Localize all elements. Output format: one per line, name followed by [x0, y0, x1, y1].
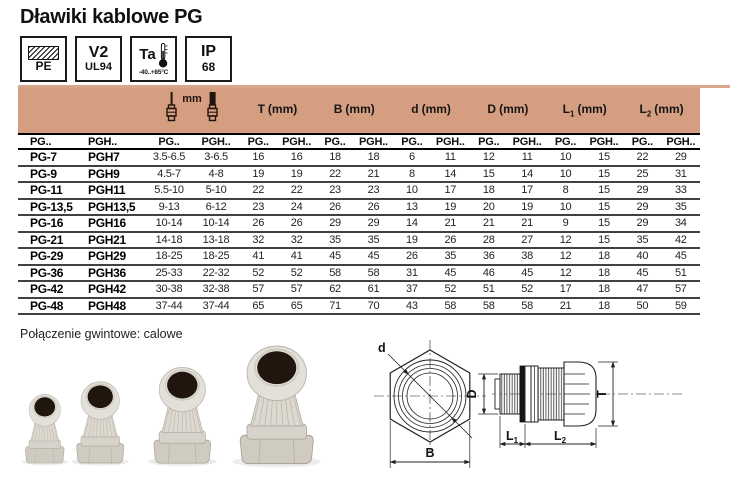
cell: 33 [674, 184, 687, 197]
cell: 26 [290, 217, 303, 230]
cell: 23 [329, 184, 341, 197]
cell: 14 [444, 167, 457, 180]
cell: 19 [252, 167, 265, 180]
cell: 13-18 [202, 233, 230, 246]
cell: 12 [559, 250, 572, 263]
group-header-L1: $L_1$ (mm) [562, 102, 607, 119]
cell: 8 [562, 184, 569, 197]
cell: 26 [329, 200, 341, 213]
cell: 11 [521, 151, 533, 164]
cell: 37 [406, 283, 418, 296]
cell: PGH42 [88, 282, 126, 297]
cell: 26 [406, 250, 418, 263]
table-row [18, 167, 700, 184]
cell: PG-13,5 [30, 199, 73, 214]
subheader-cell: PGH.. [358, 135, 388, 148]
cell: 22 [252, 184, 265, 197]
cell: 52 [290, 266, 303, 279]
cell: 57 [674, 283, 687, 296]
cell: 14 [521, 167, 533, 180]
subheader-cell: PG.. [478, 135, 500, 148]
cell: 22 [290, 184, 303, 197]
cell: 15 [598, 184, 610, 197]
table-row [18, 183, 700, 200]
cell: 25-33 [155, 266, 183, 279]
cell: PG-7 [30, 150, 57, 165]
cell: PGH7 [88, 150, 120, 165]
cell: 43 [406, 299, 418, 312]
cell: 45 [636, 266, 649, 279]
cell: 32 [252, 233, 265, 246]
front-view [374, 340, 486, 468]
ip-label: IP [200, 43, 217, 61]
table-row [18, 200, 700, 217]
subheader-cell: PGH.. [282, 135, 312, 148]
cell: 42 [674, 233, 687, 246]
cell: PGH13,5 [88, 199, 136, 214]
cell: 19 [444, 200, 457, 213]
cell: 22-32 [202, 266, 230, 279]
table-row [18, 282, 700, 299]
cell: PG-21 [30, 232, 64, 247]
subheader-cell: PG.. [247, 135, 269, 148]
cell: PG-36 [30, 265, 64, 280]
cell: 15 [598, 200, 610, 213]
cell: 10 [406, 184, 418, 197]
cell: 38 [521, 250, 533, 263]
cell: 18 [598, 250, 610, 263]
cell: 40 [636, 250, 649, 263]
cell: PGH36 [88, 265, 126, 280]
dim-label-d: d [378, 341, 386, 355]
cell: 20 [482, 200, 495, 213]
cell: 32-38 [202, 283, 230, 296]
cell: 15 [482, 167, 495, 180]
cell: PG-9 [30, 166, 57, 181]
cell: PG-16 [30, 216, 64, 231]
cell: 23 [367, 184, 380, 197]
subheader-cell: PG.. [631, 135, 653, 148]
clamp-range-header [145, 92, 239, 132]
cell: 45 [674, 250, 687, 263]
cell: 70 [367, 299, 380, 312]
cell: 41 [290, 250, 303, 263]
cell: 18-25 [155, 250, 183, 263]
subheader-cell: PGH.. [201, 135, 231, 148]
cell: 29 [674, 151, 687, 164]
cell: 15 [598, 217, 610, 230]
thermometer-icon [158, 42, 168, 69]
cell: 59 [674, 299, 687, 312]
subheader-cell: PGH.. [589, 135, 619, 148]
cell: 17 [559, 283, 572, 296]
table-row [18, 150, 700, 167]
flammability-class: V2 [88, 43, 109, 61]
cell: 15 [598, 167, 610, 180]
cell: 21 [521, 217, 533, 230]
cell: 10-14 [202, 217, 230, 230]
cell: 26 [252, 217, 265, 230]
cell: 15 [598, 151, 610, 164]
cell: 19 [521, 200, 533, 213]
cell: 71 [329, 299, 341, 312]
cell: PGH29 [88, 249, 126, 264]
group-header-D: D (mm) [487, 102, 529, 117]
cell: 35 [674, 200, 687, 213]
cell: 5-10 [205, 184, 227, 197]
cell: 21 [444, 217, 457, 230]
cell: 52 [252, 266, 265, 279]
cell: 25 [636, 167, 649, 180]
subheader-cell: PGH.. [435, 135, 465, 148]
group-header-B: B (mm) [333, 102, 375, 117]
cell: 37-44 [202, 299, 230, 312]
cell: 9 [562, 217, 569, 230]
cell: 41 [252, 250, 265, 263]
flammability-standard: UL94 [85, 60, 112, 73]
cell: 27 [521, 233, 533, 246]
subheader-cell: PG.. [324, 135, 346, 148]
material-badge [20, 36, 67, 82]
subheader-cell: PGH.. [88, 135, 117, 148]
cell: 17 [521, 184, 533, 197]
group-header-d: d (mm) [411, 102, 451, 117]
gland-photo-small [21, 394, 68, 465]
cell: 45 [444, 266, 457, 279]
cell: 18 [598, 299, 610, 312]
spec-table [18, 88, 700, 315]
cell: 50 [636, 299, 649, 312]
cell: 45 [367, 250, 380, 263]
material-label: PE [35, 58, 52, 73]
cell: 5.5-10 [154, 184, 184, 197]
cell: 58 [329, 266, 341, 279]
cell: 18 [598, 266, 610, 279]
dim-label-L2: $L_2$ [554, 429, 567, 445]
cell: 29 [636, 200, 649, 213]
cell: 6 [408, 151, 415, 164]
cell: 52 [444, 283, 457, 296]
cell: 46 [482, 266, 495, 279]
cell: 65 [252, 299, 265, 312]
cell: 58 [444, 299, 457, 312]
cell: 34 [674, 217, 687, 230]
cell: 22 [636, 151, 649, 164]
cell: 26 [367, 200, 380, 213]
cell: 45 [521, 266, 533, 279]
cell: 31 [406, 266, 418, 279]
cell: 31 [674, 167, 687, 180]
cell: 10 [559, 151, 572, 164]
cell: 57 [252, 283, 265, 296]
dim-label-L1: $L_1$ [506, 429, 519, 445]
gland-photo-large [148, 367, 217, 466]
cell: 18 [598, 283, 610, 296]
material-hatch-icon [28, 46, 59, 60]
table-row [18, 233, 700, 250]
cell: 15 [598, 233, 610, 246]
cell: 35 [329, 233, 341, 246]
cell: 14-18 [155, 233, 183, 246]
cell: 28 [482, 233, 495, 246]
gland-photo-medium [72, 382, 129, 466]
product-photo [8, 342, 363, 480]
technical-diagram [368, 336, 705, 482]
table-group-header [18, 88, 700, 133]
subheader-cell: PGH.. [666, 135, 696, 148]
table-subheader [18, 133, 700, 150]
ip-rating: 68 [201, 60, 216, 75]
thick-cable-gland-icon [205, 92, 220, 123]
table-row [18, 249, 700, 266]
temperature-symbol: Ta [139, 46, 156, 64]
cell: 58 [482, 299, 495, 312]
subheader-cell: PG.. [554, 135, 577, 148]
cell: 29 [367, 217, 380, 230]
cell: 18 [367, 151, 380, 164]
cell: 14 [406, 217, 418, 230]
cell: PGH16 [88, 216, 126, 231]
cell: 3.5-6.5 [152, 151, 186, 164]
subheader-cell: PG.. [30, 135, 52, 148]
temperature-range: -40..+85°C [138, 68, 169, 76]
cell: 16 [252, 151, 265, 164]
cell: 9-13 [158, 200, 180, 213]
cell: 12 [559, 233, 572, 246]
cell: 10-14 [155, 217, 183, 230]
cell: 22 [329, 167, 341, 180]
cell: 12 [559, 266, 572, 279]
cell: 17 [444, 184, 457, 197]
thread-note: Połączenie gwintowe: calowe [20, 327, 183, 341]
cell: 11 [444, 151, 456, 164]
cell: 47 [636, 283, 649, 296]
cell: 58 [367, 266, 380, 279]
cell: PGH48 [88, 298, 126, 313]
cell: PGH9 [88, 166, 120, 181]
flammability-badge [75, 36, 122, 82]
unit-label: mm [182, 93, 202, 105]
group-header-T: T (mm) [257, 102, 298, 117]
cell: 6-12 [205, 200, 227, 213]
table-row [18, 216, 700, 233]
gland-photo-xlarge [233, 346, 321, 467]
cell: PG-29 [30, 249, 64, 264]
cell: 18-25 [202, 250, 230, 263]
cell: 21 [559, 299, 572, 312]
table-row [18, 299, 700, 316]
cell: 58 [521, 299, 533, 312]
cell: 12 [482, 151, 495, 164]
cell: PGH11 [88, 183, 126, 198]
thin-cable-gland-icon [164, 92, 179, 123]
group-header-L2: $L_2$ (mm) [639, 102, 684, 119]
cell: 10 [559, 167, 572, 180]
temperature-badge [130, 36, 177, 82]
cell: 51 [674, 266, 687, 279]
cell: 19 [406, 233, 418, 246]
cell: 10 [559, 200, 572, 213]
cell: 52 [521, 283, 533, 296]
dim-label-B: B [425, 446, 435, 460]
cell: 29 [636, 184, 649, 197]
dim-label-T: T [595, 390, 609, 398]
cell: 35 [636, 233, 649, 246]
cell: 51 [482, 283, 495, 296]
cell: 32 [290, 233, 303, 246]
table-row [18, 266, 700, 283]
cell: 30-38 [155, 283, 183, 296]
certification-badges [20, 36, 232, 82]
cell: PG-42 [30, 282, 64, 297]
subheader-cell: PGH.. [512, 135, 542, 148]
ip-badge [185, 36, 232, 82]
cell: 21 [367, 167, 380, 180]
subheader-cell: PG.. [158, 135, 180, 148]
cell: 37-44 [155, 299, 183, 312]
cell: 13 [406, 200, 418, 213]
cell: 18 [329, 151, 341, 164]
cell: 45 [329, 250, 341, 263]
side-view [465, 362, 684, 448]
cell: 65 [290, 299, 303, 312]
cell: 21 [482, 217, 495, 230]
cell: 57 [290, 283, 303, 296]
cell: 35 [444, 250, 457, 263]
cell: PGH21 [88, 232, 126, 247]
cell: 18 [482, 184, 495, 197]
cell: 24 [290, 200, 303, 213]
cell: 61 [367, 283, 380, 296]
cell: 3-6.5 [204, 151, 228, 164]
cell: 19 [290, 167, 303, 180]
cell: 35 [367, 233, 380, 246]
cell: 36 [482, 250, 495, 263]
dim-label-D: D [465, 389, 479, 399]
cell: 26 [444, 233, 457, 246]
cell: 4-8 [208, 167, 224, 180]
subheader-cell: PG.. [401, 135, 423, 148]
cell: 8 [408, 167, 415, 180]
cell: 62 [329, 283, 341, 296]
cell: 29 [329, 217, 341, 230]
cell: 16 [290, 151, 303, 164]
page-title: Dławiki kablowe PG [20, 6, 203, 28]
cell: PG-11 [30, 183, 63, 198]
cell: 23 [252, 200, 265, 213]
cell: PG-48 [30, 298, 64, 313]
cell: 29 [636, 217, 649, 230]
cell: 4.5-7 [157, 167, 181, 180]
